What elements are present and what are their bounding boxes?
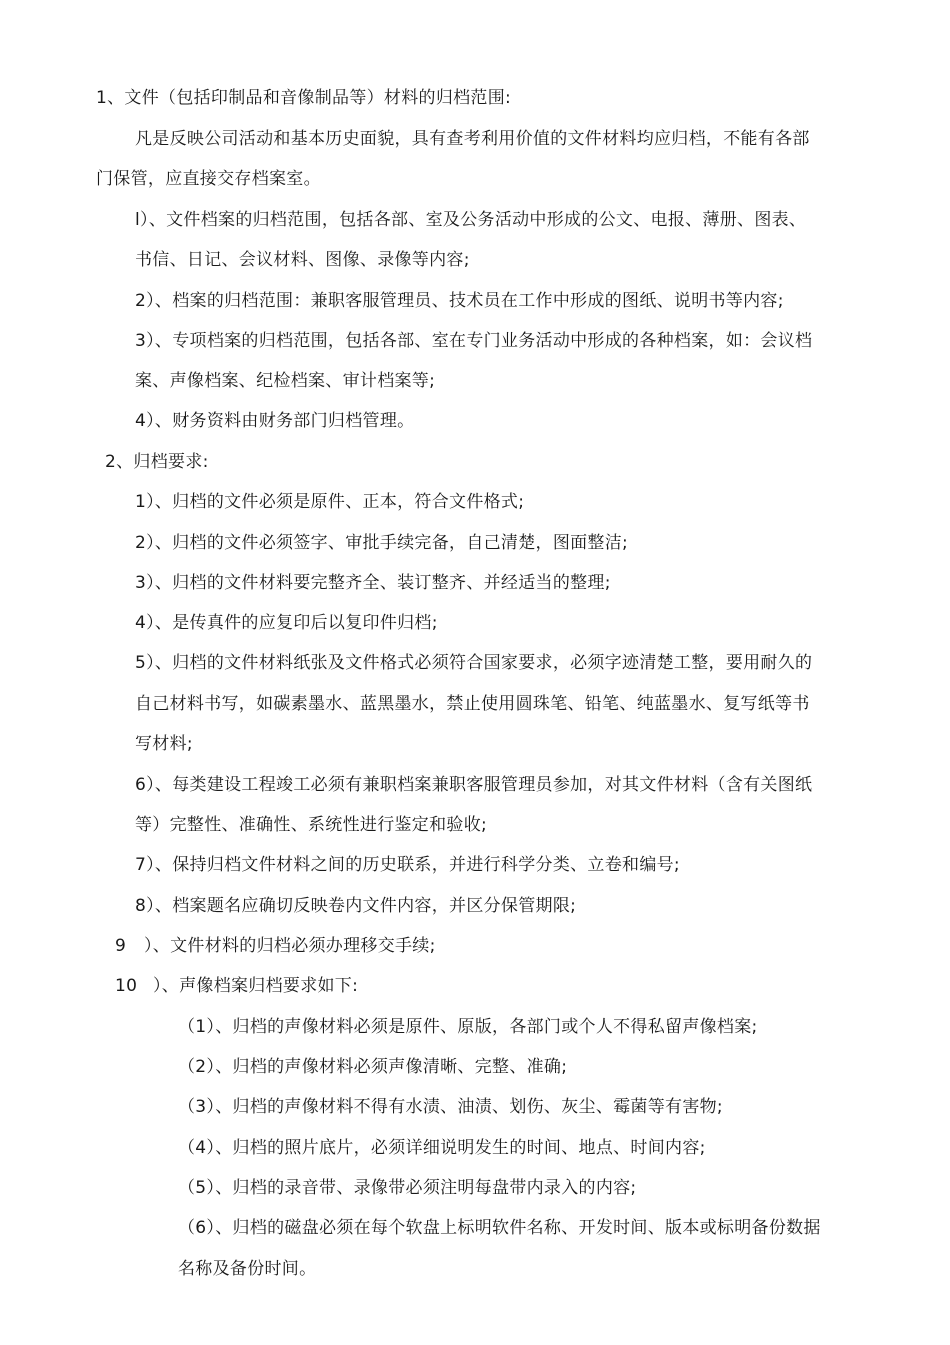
av-requirement-2: （2）、归档的声像材料必须声像清晰、完整、准确; [178,1057,568,1077]
av-requirement-3: （3）、归档的声像材料不得有水渍、油渍、划伤、灰尘、霉菌等有害物; [178,1097,723,1117]
section1-item3-line1: 3）、专项档案的归档范围，包括各部、室在专门业务活动中形成的各种档案，如：会议档 [135,331,813,351]
requirement-7: 7）、保持归档文件材料之间的历史联系，并进行科学分类、立卷和编号; [135,855,680,875]
requirement-3: 3）、归档的文件材料要完整齐全、装订整齐、并经适当的整理; [135,573,611,593]
av-requirement-6-line2: 名称及备份时间。 [178,1259,317,1279]
av-requirement-6-line1: （6）、归档的磁盘必须在每个软盘上标明软件名称、开发时间、版本或标明备份数据 [178,1218,821,1238]
section2-heading: 2、归档要求: [105,452,209,472]
requirement-4: 4）、是传真件的应复印后以复印件归档; [135,613,438,633]
requirement-1: 1）、归档的文件必须是原件、正本，符合文件格式; [135,492,525,512]
av-requirement-5: （5）、归档的录音带、录像带必须注明每盘带内录入的内容; [178,1178,637,1198]
requirement-5-line3: 写材料; [135,734,193,754]
requirement-2: 2）、归档的文件必须签字、审批手续完备，自己清楚，图面整洁; [135,533,629,553]
av-requirement-4: （4）、归档的照片底片，必须详细说明发生的时间、地点、时间内容; [178,1138,706,1158]
requirement-5-line1: 5）、归档的文件材料纸张及文件格式必须符合国家要求，必须字迹清楚工整，要用耐久的 [135,653,813,673]
section1-item3-line2: 案、声像档案、纪检档案、审计档案等; [135,371,436,391]
section1-item4: 4）、财务资料由财务部门归档管理。 [135,411,415,431]
section1-heading: 1、文件（包括印制品和音像制品等）材料的归档范围: [96,88,512,108]
requirement-6-line2: 等）完整性、准确性、系统性进行鉴定和验收; [135,815,488,835]
section1-item1-line2: 书信、日记、会议材料、图像、录像等内容; [135,250,470,270]
section1-item1-line1: l）、文件档案的归档范围，包括各部、室及公务活动中形成的公文、电报、薄册、图表、 [135,210,807,230]
requirement-5-line2: 自己材料书写，如碳素墨水、蓝黑墨水，禁止使用圆珠笔、铅笔、纯蓝墨水、复写纸等书 [135,694,810,714]
section1-item2: 2）、档案的归档范围：兼职客服管理员、技术员在工作中形成的图纸、说明书等内容; [135,291,784,311]
av-requirement-1: （1）、归档的声像材料必须是原件、原版，各部门或个人不得私留声像档案; [178,1017,758,1037]
requirement-10-text: ）、声像档案归档要求如下: [153,976,359,996]
section1-intro-line2: 门保管，应直接交存档案室。 [96,169,321,189]
requirement-9-text: ）、文件材料的归档必须办理移交手续; [144,936,436,956]
requirement-10-number: 10 [115,976,138,996]
requirement-6-line1: 6）、每类建设工程竣工必须有兼职档案兼职客服管理员参加，对其文件材料（含有关图纸 [135,775,813,795]
requirement-9-number: 9 [115,936,127,956]
section1-intro-line1: 凡是反映公司活动和基本历史面貌，具有查考利用价值的文件材料均应归档，不能有各部 [135,129,810,149]
requirement-8: 8）、档案题名应确切反映卷内文件内容，并区分保管期限; [135,896,577,916]
